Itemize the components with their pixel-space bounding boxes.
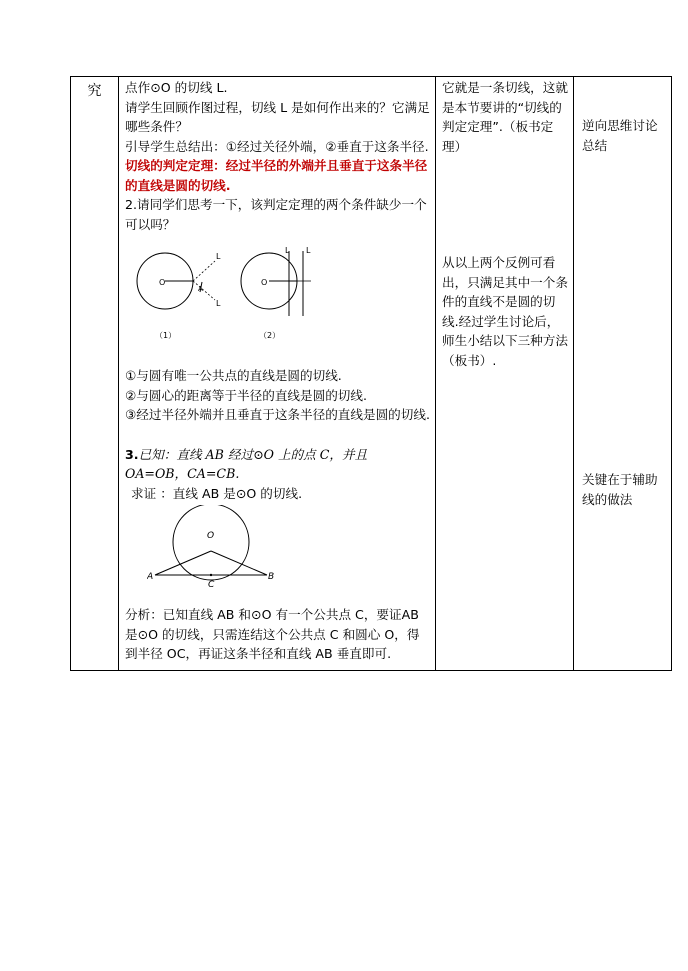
table-row bbox=[71, 77, 672, 671]
analysis-text: 分析：已知直线 AB 和⊙O 有一个公共点 C，要证AB是⊙O 的切线，只需连结这个公共点 C 和圆心 O，得到半径 OC，再证这条半径和直线 AB 垂直即可. bbox=[125, 607, 420, 661]
tangent-line-text: 点作⊙O 的切线 L. bbox=[125, 80, 228, 95]
intent-cell bbox=[574, 77, 672, 671]
figure-1 bbox=[137, 252, 221, 340]
counterexample-figures bbox=[131, 244, 331, 342]
content-cell bbox=[119, 77, 436, 671]
side-top: 逆向思维讨论总结 bbox=[582, 118, 658, 153]
proof-figure bbox=[147, 505, 297, 595]
fig2-caption: （2） bbox=[259, 331, 281, 340]
fig1-line-label: L bbox=[216, 252, 221, 261]
method-2: ②与圆心的距离等于半径的直线是圆的切线. bbox=[125, 387, 367, 403]
note-top: 它就是一条切线，这就是本节要讲的“切线的判定定理”.（板书定理） bbox=[442, 80, 568, 154]
note-mid: 从以上两个反例可看出，只满足其中一个条件的直线不是圆的切线.经过学生讨论后，师生小结以下三种方法（板书）. bbox=[442, 255, 568, 368]
guide-summary: 引导学生总结出：①经过关径外端，②垂直于这条半径. bbox=[125, 138, 429, 154]
fig3-b-label: B bbox=[268, 572, 275, 582]
fig2-line2-label: L bbox=[306, 246, 311, 255]
fig3-c-label: C bbox=[208, 580, 215, 590]
figure-2 bbox=[241, 246, 311, 340]
stage-cell bbox=[71, 77, 119, 671]
review-question: 请学生回顾作图过程，切线 L 是如何作出来的？它满足哪些条件？ bbox=[125, 99, 430, 134]
stage-label: 究 bbox=[87, 83, 102, 99]
theorem-text: 切线的判定定理：经过半径的外端并且垂直于这条半径的直线是圆的切线. bbox=[125, 158, 428, 193]
fig3-o-label: O bbox=[207, 531, 215, 541]
method-3: ③经过半径外端并且垂直于这条半径的直线是圆的切线. bbox=[125, 407, 430, 422]
fig3-a-label: A bbox=[147, 572, 154, 582]
fig1-mark-label: A bbox=[198, 285, 203, 293]
fig1-line-label-2: L bbox=[216, 299, 221, 308]
fig2-line1-label: L bbox=[285, 246, 290, 255]
question-3-prove: 求证 ：直线 AB 是⊙O 的切线. bbox=[131, 485, 303, 501]
question-3-known: 3.已知：直线 AB 经过⊙O 上的点 C，并且 OA=OB，CA=CB. bbox=[125, 446, 368, 481]
teacher-note-cell bbox=[436, 77, 574, 671]
fig1-center-label: O bbox=[159, 278, 166, 287]
lesson-table bbox=[70, 76, 672, 671]
question-2: 2.请同学们思考一下，该判定定理的两个条件缺少一个可以吗？ bbox=[125, 197, 427, 232]
fig1-caption: （1） bbox=[155, 331, 177, 340]
side-mid: 关键在于辅助线的做法 bbox=[582, 472, 658, 507]
fig2-center-label: O bbox=[261, 278, 268, 287]
method-1: ①与圆有唯一公共点的直线是圆的切线. bbox=[125, 368, 342, 383]
